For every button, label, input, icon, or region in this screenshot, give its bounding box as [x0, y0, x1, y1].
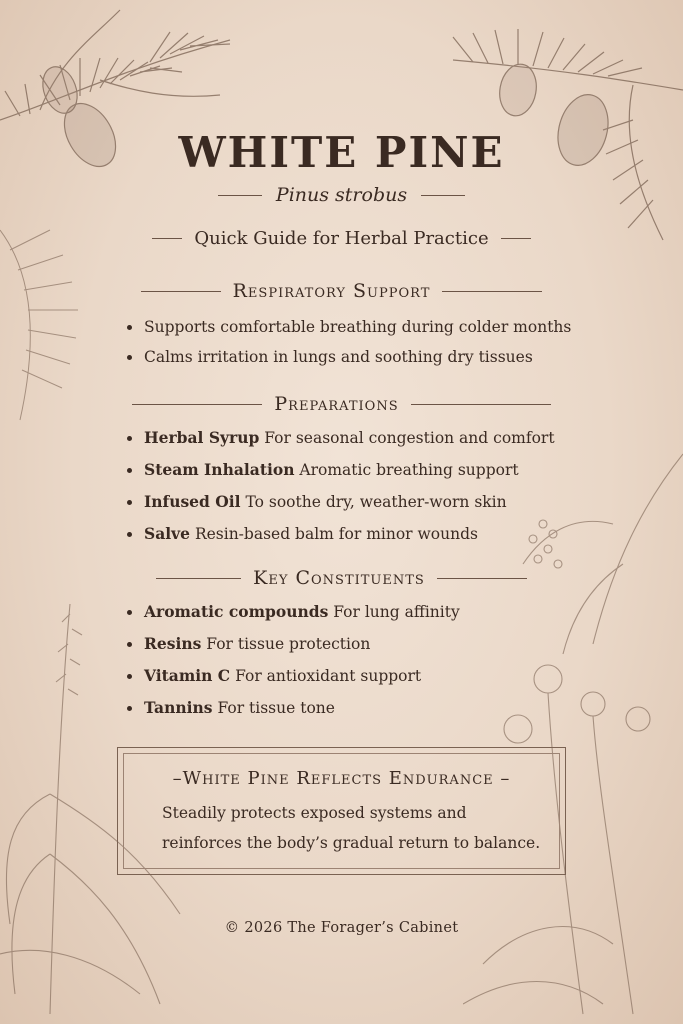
section-heading-respiratory: [0, 280, 683, 302]
section-heading-constituents: [0, 567, 683, 589]
section-title: Key Constituents: [253, 567, 425, 589]
section-title: Preparations: [274, 393, 399, 415]
section-heading-preparations: [0, 393, 683, 415]
quote-title-dash-right: –: [493, 768, 511, 789]
list-item: Supports comfortable breathing during colder months: [124, 317, 571, 337]
list-item: Calms irritation in lungs and soothing dry tissues: [124, 347, 571, 367]
respiratory-list: [124, 317, 571, 367]
quote-title: –White Pine Reflects Endurance –: [172, 768, 511, 789]
subtitle-row: [0, 184, 683, 206]
subtitle-rule-right: [421, 195, 465, 196]
guide-rule-right: [501, 238, 531, 239]
list-item: Herbal Syrup For seasonal congestion and comfort: [124, 428, 555, 448]
list-item: Resins For tissue protection: [124, 634, 460, 654]
section-title: Respiratory Support: [232, 280, 431, 302]
section-rule-right: [411, 404, 551, 405]
guide-rule-left: [152, 238, 182, 239]
quote-title-dash-left: –: [172, 768, 183, 789]
list-item: Vitamin C For antioxidant support: [124, 666, 460, 686]
guide-row: [0, 228, 683, 249]
quote-line-1: Steadily protects exposed systems and: [162, 804, 467, 822]
endurance-quote-box: [117, 747, 566, 875]
page-title: WHITE PINE: [178, 128, 505, 177]
quote-line-2: reinforces the body’s gradual return to balance.: [162, 834, 541, 852]
constituents-list: [124, 602, 460, 718]
list-item: Aromatic compounds For lung affinity: [124, 602, 460, 622]
section-rule-left: [156, 578, 241, 579]
preparations-list: [124, 428, 555, 544]
list-item: Tannins For tissue tone: [124, 698, 460, 718]
section-rule-right: [437, 578, 527, 579]
latin-name: Pinus strobus: [275, 184, 408, 206]
section-rule-left: [141, 291, 221, 292]
copyright-footer: © 2026 The Forager’s Cabinet: [224, 920, 459, 936]
pine-branch-top-right-illustration: [433, 0, 683, 250]
list-item: Steam Inhalation Aromatic breathing support: [124, 460, 555, 480]
list-item: Infused Oil To soothe dry, weather-worn skin: [124, 492, 555, 512]
subtitle-rule-left: [218, 195, 262, 196]
section-rule-right: [442, 291, 542, 292]
section-rule-left: [132, 404, 262, 405]
guide-heading: Quick Guide for Herbal Practice: [194, 228, 489, 249]
list-item: Salve Resin-based balm for minor wounds: [124, 524, 555, 544]
